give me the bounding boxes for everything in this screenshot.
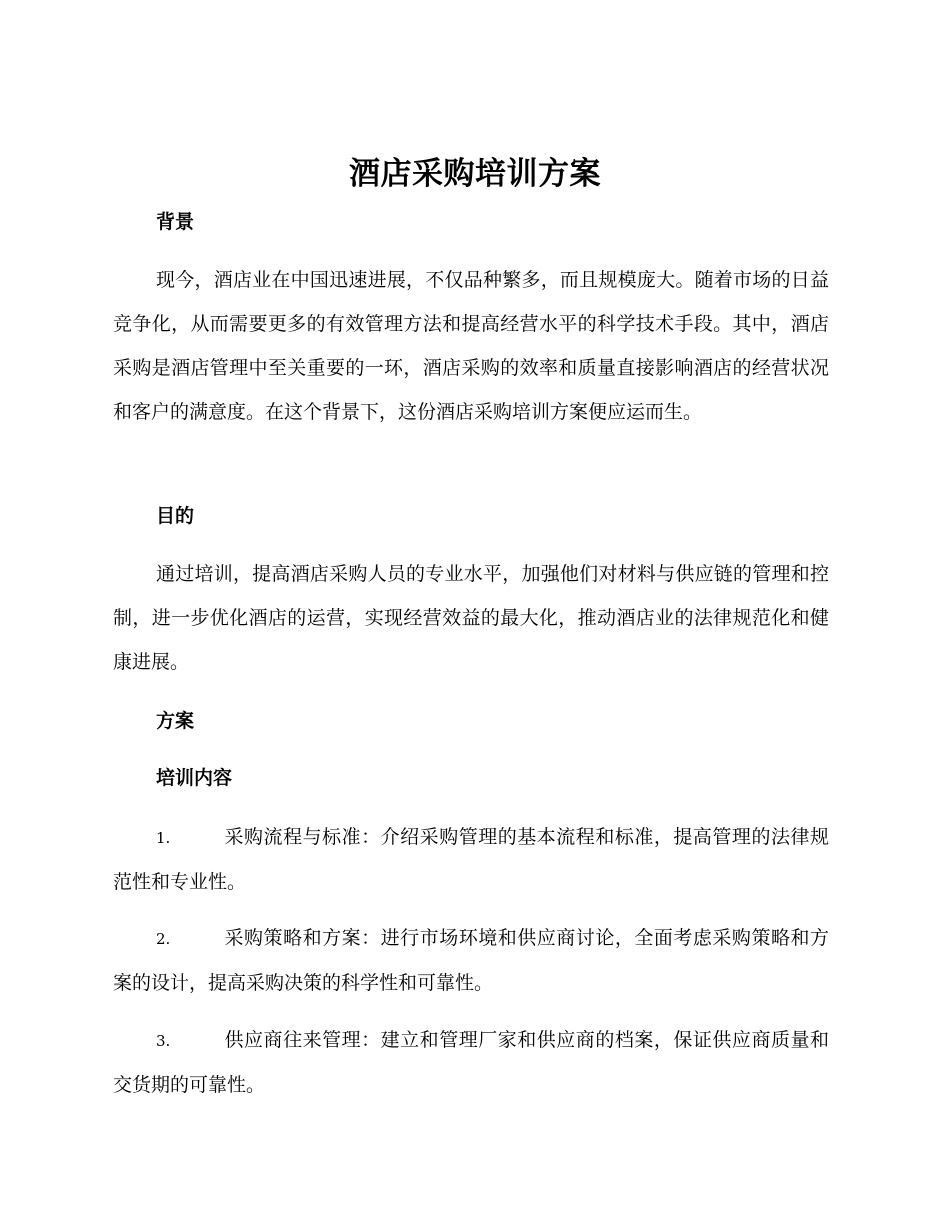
list-item-number: 1. — [156, 829, 171, 847]
document-title: 酒店采购培训方案 — [349, 156, 601, 192]
section-heading-purpose: 目的 — [156, 505, 195, 527]
list-item-number: 3. — [156, 1032, 171, 1050]
paragraph-purpose: 通过培训，提高酒店采购人员的专业水平，加强他们对材料与供应链的管理和控制，进一步优化酒店的运营，实现经营效益的最大化，推动酒店业的法律规范化和健康进展。 — [113, 563, 829, 673]
list-item-text: 供应商往来管理：建立和管理厂家和供应商的档案，保证供应商质量和交货期的可靠性。 — [113, 1029, 829, 1096]
paragraph-background: 现今，酒店业在中国迅速进展，不仅品种繁多，而且规模庞大。随着市场的日益竞争化，从而需要更多的有效管理方法和提高经营水平的科学技术手段。其中，酒店采购是酒店管理中至关重要的一环，酒店采购的效率和质量直接影响酒店的经营状况和客户的满意度。在这个背景下，这份酒店采购培训方案便应运而生。 — [113, 269, 829, 423]
section-heading-plan: 方案 — [156, 710, 195, 732]
list-item-text: 采购策略和方案：进行市场环境和供应商讨论，全面考虑采购策略和方案的设计，提高采购决策的科学性和可靠性。 — [113, 927, 829, 994]
list-item — [113, 815, 829, 904]
section-heading-background: 背景 — [156, 211, 195, 233]
list-item — [113, 916, 829, 1005]
list-item — [113, 1018, 829, 1107]
list-item-text: 采购流程与标准：介绍采购管理的基本流程和标准，提高管理的法律规范性和专业性。 — [113, 826, 829, 893]
list-item-number: 2. — [156, 930, 171, 948]
subheading-training-content: 培训内容 — [156, 767, 233, 789]
